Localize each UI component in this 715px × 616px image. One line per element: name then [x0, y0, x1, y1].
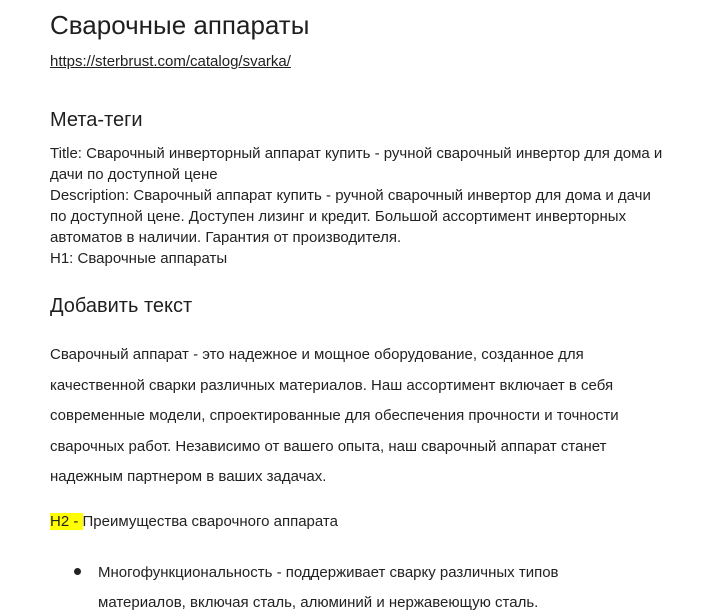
meta-h1-line: H1: Сварочные аппараты [50, 250, 228, 267]
add-text-heading: Добавить текст [50, 295, 193, 317]
page-url-link[interactable]: https://sterbrust.com/catalog/svarka/ [50, 53, 291, 70]
h2-advantages-line [50, 510, 338, 534]
list-item [74, 560, 559, 586]
bullet-icon [74, 568, 81, 575]
document-title: Сварочные аппараты [50, 10, 310, 40]
h2-marker-highlight: H2 - [50, 513, 83, 530]
meta-description-line: Description: Сварочный аппарат купить - ручной сварочный инвертор для дома и дачи по доступной цене. Доступен лизинг и кредит. Большой ассортимент инверторных автоматов в наличии. Гарантия от производителя. [50, 187, 651, 246]
list-item-continuation: материалов, включая сталь, алюминий и нержавеющую сталь. [98, 594, 539, 611]
meta-title-line: Title: Сварочный инверторный аппарат купить - ручной сварочный инвертор для дома и дачи по доступной цене [50, 145, 663, 183]
list-item-text: Многофункциональность - поддерживает сварку различных типов [98, 564, 559, 581]
meta-tags-block [50, 143, 670, 269]
body-paragraph: Сварочный аппарат - это надежное и мощное оборудование, созданное для качественной сварки различных материалов. Наш ассортимент включает в себя современные модели, спроектированные для обеспечения прочности и точности сварочных работ. Независимо от вашего опыта, наш сварочный аппарат станет надежным партнером в ваших задачах. [50, 346, 619, 485]
h2-advantages-text: Преимущества сварочного аппарата [82, 513, 338, 530]
meta-tags-heading: Мета-теги [50, 109, 143, 131]
